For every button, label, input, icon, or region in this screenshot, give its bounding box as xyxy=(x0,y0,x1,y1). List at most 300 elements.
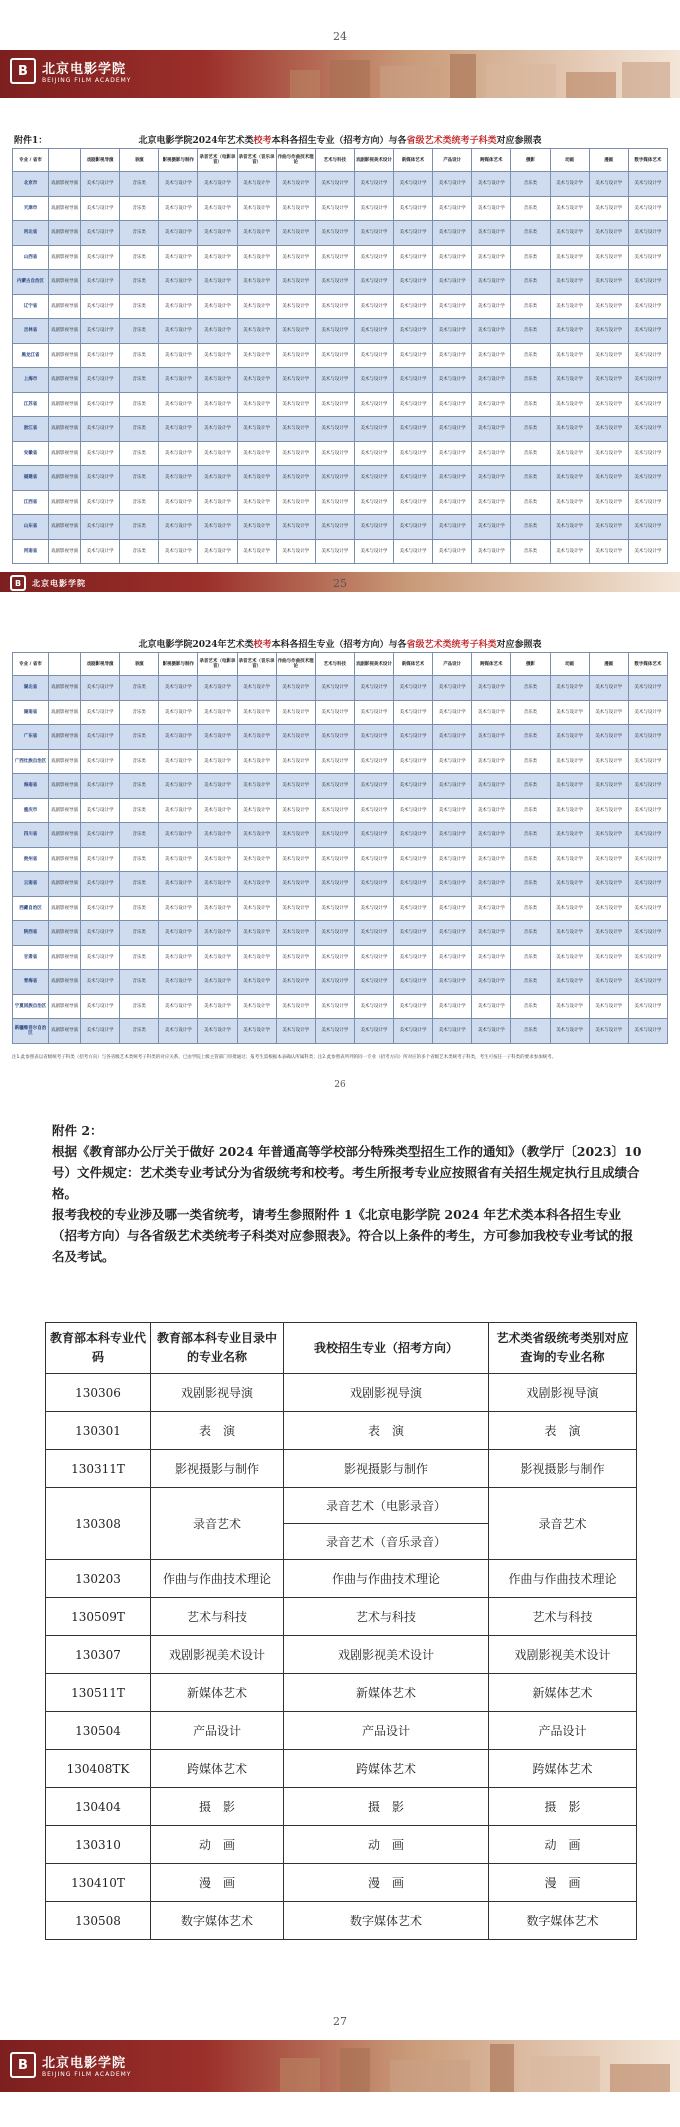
mini-header: 产品设计 xyxy=(433,653,472,676)
mapping-cell: 美术与设计学 xyxy=(433,294,472,319)
mapping-cell: 美术与设计学 xyxy=(315,970,354,995)
mapping-cell: 美术与设计学 xyxy=(472,1019,511,1044)
table-row xyxy=(46,1374,637,1412)
mapping-cell: 美术与设计学 xyxy=(472,921,511,946)
major-name-cell: 新媒体艺术 xyxy=(151,1674,284,1712)
mapping-cell: 美术与设计学 xyxy=(472,798,511,823)
mapping-cell: 美术与设计学 xyxy=(159,872,198,897)
mapping-cell: 美术与设计学 xyxy=(315,872,354,897)
mapping-cell: 美术与设计学 xyxy=(472,749,511,774)
mapping-cell: 美术与设计学 xyxy=(198,725,237,750)
table-row xyxy=(46,1488,637,1524)
mapping-cell: 美术与设计学 xyxy=(628,945,667,970)
mapping-cell: 美术与设计学 xyxy=(628,847,667,872)
header-major-name: 教育部本科专业目录中的专业名称 xyxy=(151,1323,284,1374)
attachment-1-label: 附件1： xyxy=(14,136,48,146)
mapping-cell: 美术与设计学 xyxy=(237,945,276,970)
mapping-cell: 美术与设计学 xyxy=(394,896,433,921)
mapping-cell: 美术与设计学 xyxy=(589,1019,628,1044)
mapping-cell: 美术与设计学 xyxy=(237,847,276,872)
mapping-cell: 美术与设计学 xyxy=(589,823,628,848)
mapping-cell: 音乐类 xyxy=(120,749,159,774)
mapping-cell: 美术与设计学 xyxy=(589,441,628,466)
table-row xyxy=(46,1864,637,1902)
mapping-cell: 美术与设计学 xyxy=(198,872,237,897)
exam-category-cell: 动 画 xyxy=(489,1826,637,1864)
major-name-cell: 录音艺术 xyxy=(151,1488,284,1560)
mapping-cell: 美术与设计学 xyxy=(550,294,589,319)
mapping-cell: 美术与设计学 xyxy=(628,196,667,221)
province-cell: 上海市 xyxy=(13,368,49,393)
mapping-cell: 美术与设计学 xyxy=(198,490,237,515)
mapping-cell: 美术与设计学 xyxy=(472,392,511,417)
mapping-cell: 美术与设计学 xyxy=(589,872,628,897)
mapping-cell: 美术与设计学 xyxy=(237,539,276,564)
mapping-cell: 美术与设计学 xyxy=(589,319,628,344)
mapping-cell: 美术与设计学 xyxy=(433,921,472,946)
mapping-cell: 美术与设计学 xyxy=(81,515,120,540)
mapping-cell: 美术与设计学 xyxy=(276,466,315,491)
mapping-cell: 美术与设计学 xyxy=(628,700,667,725)
mapping-cell: 美术与设计学 xyxy=(628,294,667,319)
mapping-cell: 美术与设计学 xyxy=(354,294,393,319)
mapping-cell: 美术与设计学 xyxy=(550,441,589,466)
mapping-cell: 美术与设计学 xyxy=(433,774,472,799)
mapping-cell: 美术与设计学 xyxy=(354,441,393,466)
mapping-cell: 美术与设计学 xyxy=(198,539,237,564)
code-cell: 130410T xyxy=(46,1864,151,1902)
mapping-cell: 美术与设计学 xyxy=(354,945,393,970)
mapping-cell: 美术与设计学 xyxy=(394,294,433,319)
mapping-cell: 美术与设计学 xyxy=(237,319,276,344)
code-cell: 130408TK xyxy=(46,1750,151,1788)
mapping-cell: 美术与设计学 xyxy=(159,676,198,701)
mapping-cell: 美术与设计学 xyxy=(550,417,589,442)
exam-category-cell: 新媒体艺术 xyxy=(489,1674,637,1712)
mapping-cell: 美术与设计学 xyxy=(628,1019,667,1044)
table-row xyxy=(13,466,668,491)
direction-cell: 影视摄影与制作 xyxy=(284,1450,489,1488)
mapping-cell: 美术与设计学 xyxy=(276,392,315,417)
table-row xyxy=(13,798,668,823)
mapping-cell: 美术与设计学 xyxy=(159,774,198,799)
mapping-cell: 美术与设计学 xyxy=(472,700,511,725)
code-cell: 130511T xyxy=(46,1674,151,1712)
mapping-cell: 美术与设计学 xyxy=(315,798,354,823)
mapping-cell: 美术与设计学 xyxy=(198,245,237,270)
header-direction: 我校招生专业（招考方向） xyxy=(284,1323,489,1374)
mini-corner: 专业 / 省市 xyxy=(13,149,49,172)
mapping-cell: 美术与设计学 xyxy=(354,392,393,417)
mapping-cell: 美术与设计学 xyxy=(394,994,433,1019)
mapping-cell: 美术与设计学 xyxy=(472,172,511,197)
mapping-cell: 美术与设计学 xyxy=(159,245,198,270)
mapping-cell: 美术与设计学 xyxy=(237,725,276,750)
mapping-cell: 音乐类 xyxy=(511,515,550,540)
mapping-cell: 美术与设计学 xyxy=(354,539,393,564)
mapping-cell: 美术与设计学 xyxy=(276,221,315,246)
mapping-cell: 美术与设计学 xyxy=(159,368,198,393)
mapping-cell: 美术与设计学 xyxy=(81,749,120,774)
mapping-cell: 美术与设计学 xyxy=(237,896,276,921)
mapping-cell: 美术与设计学 xyxy=(550,343,589,368)
mapping-cell: 美术与设计学 xyxy=(81,896,120,921)
mapping-cell: 美术与设计学 xyxy=(394,221,433,246)
mapping-cell: 美术与设计学 xyxy=(628,749,667,774)
mapping-cell: 美术与设计学 xyxy=(159,847,198,872)
mini-header: 戏剧影视美术设计 xyxy=(354,653,393,676)
page-number: 25 xyxy=(333,577,347,590)
exam-category-cell: 戏剧影视美术设计 xyxy=(489,1636,637,1674)
mapping-cell: 美术与设计学 xyxy=(81,417,120,442)
mapping-cell: 音乐类 xyxy=(120,676,159,701)
academy-name: 北京电影学院 xyxy=(32,578,86,588)
mapping-cell: 美术与设计学 xyxy=(237,466,276,491)
province-cell: 新疆维吾尔自治区 xyxy=(13,1019,49,1044)
mapping-cell: 美术与设计学 xyxy=(628,774,667,799)
table-row xyxy=(13,725,668,750)
mapping-cell: 美术与设计学 xyxy=(237,872,276,897)
exam-category-cell: 戏剧影视导演 xyxy=(489,1374,637,1412)
mapping-cell: 音乐类 xyxy=(511,994,550,1019)
subject-cell: 戏剧影视导演 xyxy=(49,970,81,995)
mapping-cell: 美术与设计学 xyxy=(237,245,276,270)
mini-corner: 专业 / 省市 xyxy=(13,653,49,676)
subject-cell: 戏剧影视导演 xyxy=(49,676,81,701)
header-code: 教育部本科专业代码 xyxy=(46,1323,151,1374)
mapping-cell: 美术与设计学 xyxy=(276,847,315,872)
mapping-cell: 美术与设计学 xyxy=(159,700,198,725)
subject-cell: 戏剧影视导演 xyxy=(49,700,81,725)
mapping-cell: 美术与设计学 xyxy=(198,294,237,319)
mapping-cell: 美术与设计学 xyxy=(237,921,276,946)
mapping-cell: 美术与设计学 xyxy=(315,368,354,393)
mapping-cell: 音乐类 xyxy=(120,221,159,246)
mapping-cell: 美术与设计学 xyxy=(550,1019,589,1044)
table-row xyxy=(13,774,668,799)
mapping-cell: 美术与设计学 xyxy=(276,515,315,540)
mapping-cell: 美术与设计学 xyxy=(315,945,354,970)
reference-table-sheet-1 xyxy=(12,148,668,564)
campus-skyline-illustration xyxy=(250,50,680,98)
mapping-cell: 音乐类 xyxy=(120,490,159,515)
mapping-cell: 美术与设计学 xyxy=(81,1019,120,1044)
mapping-cell: 美术与设计学 xyxy=(315,417,354,442)
mapping-cell: 美术与设计学 xyxy=(472,441,511,466)
mapping-cell: 美术与设计学 xyxy=(628,172,667,197)
mapping-cell: 美术与设计学 xyxy=(276,245,315,270)
mapping-cell: 音乐类 xyxy=(120,515,159,540)
mapping-cell: 美术与设计学 xyxy=(589,221,628,246)
table-row xyxy=(13,921,668,946)
mapping-cell: 美术与设计学 xyxy=(198,196,237,221)
mapping-cell: 美术与设计学 xyxy=(394,392,433,417)
table-row xyxy=(46,1412,637,1450)
mapping-cell: 美术与设计学 xyxy=(394,921,433,946)
mapping-cell: 美术与设计学 xyxy=(550,368,589,393)
mapping-cell: 美术与设计学 xyxy=(628,994,667,1019)
attachment-2-paragraph-2: 报考我校的专业涉及哪一类省统考，请考生参照附件 1《北京电影学院 2024 年艺术类本科各招生专业（招考方向）与各省级艺术类统考子科类对应参照表》。符合以上条件的考生，方可参加我校专业考试的报名及考试。 xyxy=(52,1207,634,1264)
table-row xyxy=(13,749,668,774)
mapping-cell: 美术与设计学 xyxy=(628,417,667,442)
mapping-cell: 美术与设计学 xyxy=(628,368,667,393)
mapping-cell: 美术与设计学 xyxy=(628,245,667,270)
mapping-cell: 音乐类 xyxy=(511,896,550,921)
mapping-cell: 美术与设计学 xyxy=(198,823,237,848)
mapping-cell: 美术与设计学 xyxy=(276,270,315,295)
mapping-cell: 美术与设计学 xyxy=(276,676,315,701)
mapping-cell: 美术与设计学 xyxy=(589,196,628,221)
subject-cell: 戏剧影视导演 xyxy=(49,945,81,970)
mapping-cell: 美术与设计学 xyxy=(315,319,354,344)
mapping-cell: 美术与设计学 xyxy=(472,970,511,995)
mapping-cell: 美术与设计学 xyxy=(315,921,354,946)
mapping-cell: 音乐类 xyxy=(511,490,550,515)
mapping-cell: 美术与设计学 xyxy=(198,441,237,466)
mapping-cell: 美术与设计学 xyxy=(315,466,354,491)
mapping-cell: 美术与设计学 xyxy=(550,823,589,848)
attachment-2-paragraph-1: 根据《教育部办公厅关于做好 2024 年普通高等学校部分特殊类型招生工作的通知》（教学厅〔2023〕10 号）文件规定：艺术类专业考试分为省级统考和校考。考生所报考专业应按照省有关招生规定执行且成绩合格。 xyxy=(52,1144,642,1201)
mapping-cell: 音乐类 xyxy=(120,466,159,491)
mapping-cell: 美术与设计学 xyxy=(81,294,120,319)
subject-cell: 戏剧影视导演 xyxy=(49,847,81,872)
mapping-cell: 美术与设计学 xyxy=(159,417,198,442)
page-number: 26 xyxy=(334,1080,346,1090)
direction-cell: 动 画 xyxy=(284,1826,489,1864)
mapping-cell: 美术与设计学 xyxy=(550,970,589,995)
mapping-cell: 美术与设计学 xyxy=(276,872,315,897)
direction-cell: 摄 影 xyxy=(284,1788,489,1826)
subject-cell: 戏剧影视导演 xyxy=(49,515,81,540)
mapping-cell: 美术与设计学 xyxy=(472,994,511,1019)
mapping-cell: 美术与设计学 xyxy=(628,798,667,823)
mapping-cell: 美术与设计学 xyxy=(394,872,433,897)
mini-header: 作曲与作曲技术理论 xyxy=(276,149,315,172)
mapping-cell: 美术与设计学 xyxy=(589,392,628,417)
mapping-cell: 美术与设计学 xyxy=(589,490,628,515)
subject-cell: 戏剧影视导演 xyxy=(49,196,81,221)
mapping-cell: 美术与设计学 xyxy=(394,749,433,774)
mapping-cell: 美术与设计学 xyxy=(628,466,667,491)
mapping-cell: 美术与设计学 xyxy=(354,725,393,750)
exam-category-cell: 作曲与作曲技术理论 xyxy=(489,1560,637,1598)
mapping-cell: 美术与设计学 xyxy=(198,994,237,1019)
mapping-cell: 美术与设计学 xyxy=(433,1019,472,1044)
mapping-cell: 美术与设计学 xyxy=(354,872,393,897)
direction-cell: 录音艺术（电影录音） xyxy=(284,1488,489,1524)
mapping-cell: 美术与设计学 xyxy=(315,196,354,221)
table-row xyxy=(13,368,668,393)
mapping-cell: 美术与设计学 xyxy=(159,221,198,246)
mapping-cell: 音乐类 xyxy=(120,823,159,848)
province-cell: 江西省 xyxy=(13,490,49,515)
mapping-cell: 美术与设计学 xyxy=(159,798,198,823)
mapping-cell: 美术与设计学 xyxy=(550,490,589,515)
mini-header: 动画 xyxy=(550,149,589,172)
mapping-cell: 美术与设计学 xyxy=(237,1019,276,1044)
mapping-cell: 美术与设计学 xyxy=(354,896,393,921)
province-cell: 陕西省 xyxy=(13,921,49,946)
code-cell: 130301 xyxy=(46,1412,151,1450)
mini-header: 漫画 xyxy=(589,653,628,676)
mapping-cell: 美术与设计学 xyxy=(589,368,628,393)
mapping-cell: 美术与设计学 xyxy=(433,466,472,491)
academy-name: 北京电影学院 xyxy=(42,62,127,77)
subject-cell: 戏剧影视导演 xyxy=(49,798,81,823)
mapping-cell: 美术与设计学 xyxy=(433,270,472,295)
mapping-cell: 美术与设计学 xyxy=(159,539,198,564)
direction-cell: 录音艺术（音乐录音） xyxy=(284,1524,489,1560)
mapping-cell: 美术与设计学 xyxy=(198,319,237,344)
mapping-cell: 美术与设计学 xyxy=(81,970,120,995)
table-row xyxy=(46,1902,637,1940)
mapping-cell: 音乐类 xyxy=(511,774,550,799)
mapping-cell: 美术与设计学 xyxy=(394,725,433,750)
mapping-cell: 美术与设计学 xyxy=(354,798,393,823)
exam-category-cell: 跨媒体艺术 xyxy=(489,1750,637,1788)
mapping-cell: 美术与设计学 xyxy=(354,970,393,995)
table-row xyxy=(13,319,668,344)
table-row xyxy=(13,270,668,295)
mini-header: 摄影 xyxy=(511,149,550,172)
mapping-cell: 音乐类 xyxy=(120,368,159,393)
mapping-cell: 美术与设计学 xyxy=(237,172,276,197)
mapping-cell: 美术与设计学 xyxy=(276,798,315,823)
mapping-cell: 美术与设计学 xyxy=(237,368,276,393)
mapping-cell: 美术与设计学 xyxy=(472,896,511,921)
mapping-cell: 美术与设计学 xyxy=(354,515,393,540)
subject-cell: 戏剧影视导演 xyxy=(49,294,81,319)
exam-category-cell: 摄 影 xyxy=(489,1788,637,1826)
province-cell: 黑龙江省 xyxy=(13,343,49,368)
mapping-cell: 美术与设计学 xyxy=(589,700,628,725)
mapping-cell: 美术与设计学 xyxy=(550,221,589,246)
province-cell: 江苏省 xyxy=(13,392,49,417)
subject-cell: 戏剧影视导演 xyxy=(49,441,81,466)
table-row xyxy=(13,417,668,442)
province-cell: 北京市 xyxy=(13,172,49,197)
mapping-cell: 音乐类 xyxy=(511,172,550,197)
mapping-cell: 美术与设计学 xyxy=(628,823,667,848)
exam-category-cell: 产品设计 xyxy=(489,1712,637,1750)
mapping-cell: 美术与设计学 xyxy=(315,700,354,725)
mapping-cell: 美术与设计学 xyxy=(433,896,472,921)
table-row xyxy=(13,994,668,1019)
mapping-cell: 美术与设计学 xyxy=(81,392,120,417)
mapping-cell: 音乐类 xyxy=(120,172,159,197)
mapping-cell: 美术与设计学 xyxy=(159,294,198,319)
attachment-2-heading: 附件 2： xyxy=(52,1123,103,1138)
mapping-cell: 美术与设计学 xyxy=(237,970,276,995)
mapping-cell: 美术与设计学 xyxy=(354,994,393,1019)
mapping-cell: 美术与设计学 xyxy=(472,368,511,393)
mapping-cell: 美术与设计学 xyxy=(159,725,198,750)
subject-cell: 戏剧影视导演 xyxy=(49,417,81,442)
mini-header: 表演 xyxy=(120,149,159,172)
mapping-cell: 美术与设计学 xyxy=(433,343,472,368)
code-cell: 130307 xyxy=(46,1636,151,1674)
mapping-cell: 音乐类 xyxy=(120,725,159,750)
province-cell: 海南省 xyxy=(13,774,49,799)
mapping-cell: 美术与设计学 xyxy=(628,343,667,368)
mapping-cell: 美术与设计学 xyxy=(550,945,589,970)
mapping-cell: 美术与设计学 xyxy=(237,221,276,246)
mapping-cell: 美术与设计学 xyxy=(276,196,315,221)
mapping-cell: 美术与设计学 xyxy=(81,539,120,564)
direction-cell: 数字媒体艺术 xyxy=(284,1902,489,1940)
mapping-cell: 美术与设计学 xyxy=(81,700,120,725)
mini-header: 跨媒体艺术 xyxy=(472,653,511,676)
province-cell: 吉林省 xyxy=(13,319,49,344)
province-cell: 浙江省 xyxy=(13,417,49,442)
mapping-cell: 美术与设计学 xyxy=(276,294,315,319)
mapping-cell: 美术与设计学 xyxy=(81,490,120,515)
mini-header: 新媒体艺术 xyxy=(394,149,433,172)
mapping-cell: 美术与设计学 xyxy=(276,700,315,725)
mapping-cell: 美术与设计学 xyxy=(550,245,589,270)
table-row xyxy=(13,970,668,995)
subject-cell: 戏剧影视导演 xyxy=(49,994,81,1019)
mapping-cell: 美术与设计学 xyxy=(159,270,198,295)
mapping-cell: 美术与设计学 xyxy=(354,245,393,270)
mapping-cell: 美术与设计学 xyxy=(198,921,237,946)
code-cell: 130311T xyxy=(46,1450,151,1488)
mapping-cell: 美术与设计学 xyxy=(628,896,667,921)
table-row xyxy=(46,1788,637,1826)
major-name-cell: 作曲与作曲技术理论 xyxy=(151,1560,284,1598)
mapping-cell: 美术与设计学 xyxy=(81,725,120,750)
mapping-cell: 美术与设计学 xyxy=(628,872,667,897)
mapping-cell: 美术与设计学 xyxy=(394,441,433,466)
code-cell: 130404 xyxy=(46,1788,151,1826)
table-row xyxy=(13,343,668,368)
mapping-cell: 音乐类 xyxy=(120,774,159,799)
subject-cell: 戏剧影视导演 xyxy=(49,392,81,417)
major-name-cell: 跨媒体艺术 xyxy=(151,1750,284,1788)
mapping-cell: 美术与设计学 xyxy=(433,823,472,848)
mini-header: 动画 xyxy=(550,653,589,676)
mapping-cell: 美术与设计学 xyxy=(628,921,667,946)
subject-cell: 戏剧影视导演 xyxy=(49,319,81,344)
mapping-cell: 音乐类 xyxy=(120,970,159,995)
mapping-cell: 美术与设计学 xyxy=(550,749,589,774)
mapping-cell: 美术与设计学 xyxy=(276,539,315,564)
province-cell: 西藏自治区 xyxy=(13,896,49,921)
mapping-cell: 美术与设计学 xyxy=(472,515,511,540)
mini-header: 录音艺术（电影录音） xyxy=(198,653,237,676)
mapping-cell: 美术与设计学 xyxy=(276,417,315,442)
mapping-cell: 美术与设计学 xyxy=(237,294,276,319)
table-row xyxy=(13,700,668,725)
mapping-cell: 美术与设计学 xyxy=(433,970,472,995)
mapping-cell: 美术与设计学 xyxy=(589,994,628,1019)
mapping-cell: 音乐类 xyxy=(511,196,550,221)
mapping-cell: 美术与设计学 xyxy=(159,319,198,344)
mini-header: 戏剧影视导演 xyxy=(81,149,120,172)
mapping-cell: 音乐类 xyxy=(511,417,550,442)
table-header-row xyxy=(46,1323,637,1374)
mapping-cell: 美术与设计学 xyxy=(315,896,354,921)
mapping-cell: 美术与设计学 xyxy=(589,725,628,750)
academy-logo xyxy=(10,58,131,84)
mini-header: 录音艺术（音乐录音） xyxy=(237,149,276,172)
direction-cell: 作曲与作曲技术理论 xyxy=(284,1560,489,1598)
mapping-cell: 美术与设计学 xyxy=(394,172,433,197)
province-cell: 广东省 xyxy=(13,725,49,750)
table-row xyxy=(46,1826,637,1864)
table-row xyxy=(13,847,668,872)
mapping-cell: 美术与设计学 xyxy=(159,994,198,1019)
